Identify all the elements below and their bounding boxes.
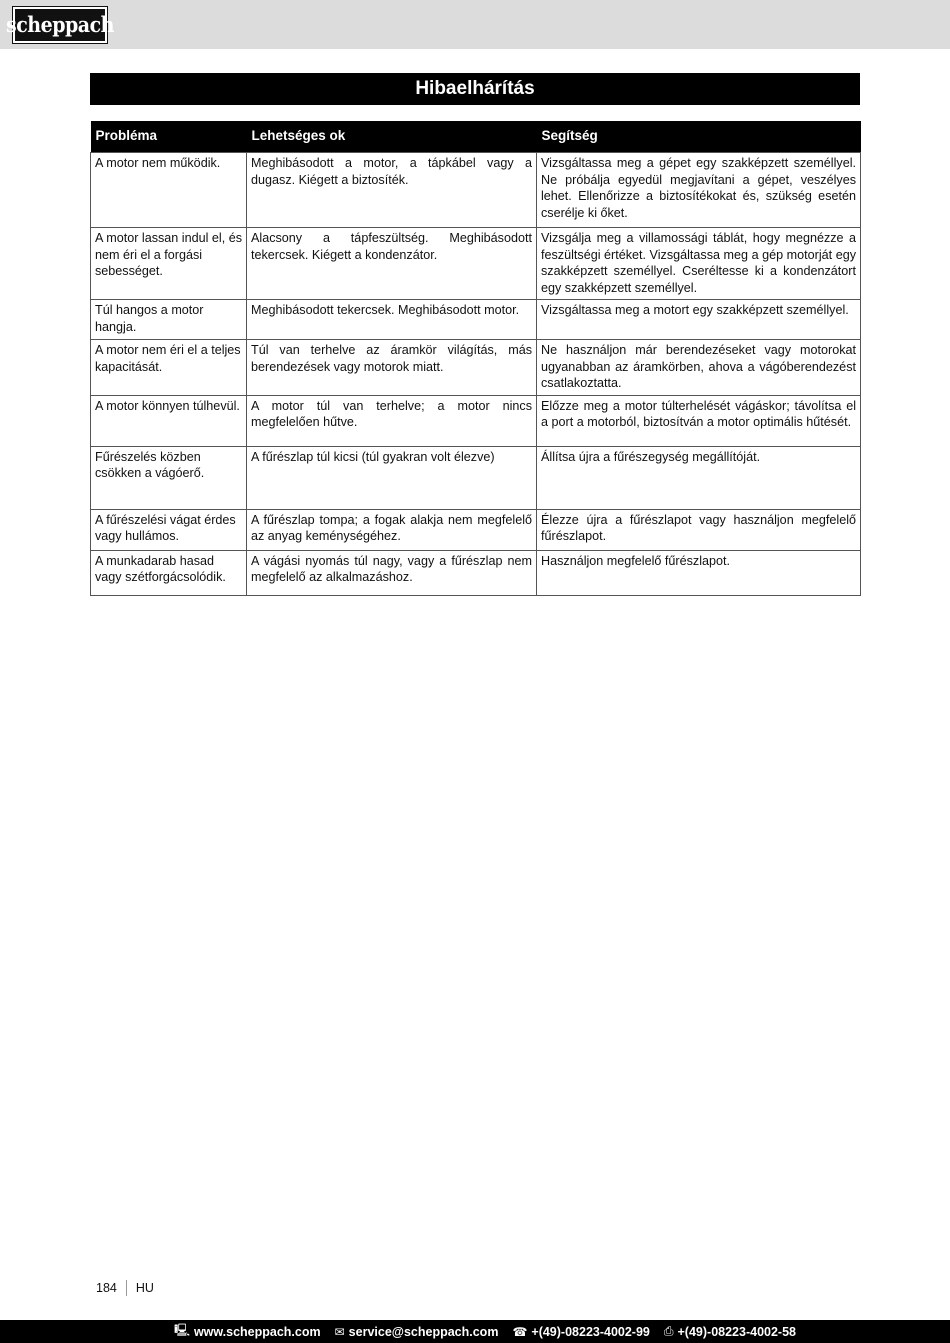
problem-cell: A motor lassan indul el, és nem éri el a forgási sebességet. — [91, 228, 247, 300]
help-cell: Használjon megfelelő fűrészlapot. — [537, 550, 861, 595]
page-footer — [96, 1280, 154, 1296]
table-row — [91, 395, 861, 446]
table-row — [91, 228, 861, 300]
problem-cell: Túl hangos a motor hangja. — [91, 300, 247, 340]
help-cell: Vizsgáltassa meg a motort egy szakképzett személlyel. — [537, 300, 861, 340]
cause-cell: Meghibásodott tekercsek. Meghibásodott motor. — [247, 300, 537, 340]
cause-cell: Meghibásodott a motor, a tápkábel vagy a dugasz. Kiégett a biztosíték. — [247, 153, 537, 228]
website-item[interactable] — [174, 1321, 321, 1342]
fax-icon: ⎙ — [663, 1324, 674, 1338]
help-cell: Ne használjon már berendezéseket vagy motorokat ugyanabban az áramkörben, ahova a vágóberendezést csatlakoztatta. — [537, 340, 861, 396]
help-cell: Állítsa újra a fűrészegység megállítóját. — [537, 446, 861, 509]
table-row — [91, 153, 861, 228]
cause-cell: A motor túl van terhelve; a motor nincs megfelelően hűtve. — [247, 395, 537, 446]
cause-cell: A vágási nyomás túl nagy, vagy a fűrészlap nem megfelelő az alkalmazáshoz. — [247, 550, 537, 595]
section-title-bar — [90, 73, 860, 105]
cause-cell: Túl van terhelve az áramkör világítás, más berendezések vagy motorok miatt. — [247, 340, 537, 396]
table-row — [91, 446, 861, 509]
problem-cell: A motor könnyen túlhevül. — [91, 395, 247, 446]
problem-cell: A munkadarab hasad vagy szétforgácsolódik. — [91, 550, 247, 595]
page-number: 184 — [96, 1281, 117, 1295]
header-bar — [0, 0, 950, 49]
contact-bar — [0, 1320, 950, 1343]
problem-cell: Fűrészelés közben csökken a vágóerő. — [91, 446, 247, 509]
envelope-icon: ✉ — [334, 1324, 345, 1339]
problem-cell: A fűrészelési vágat érdes vagy hullámos. — [91, 509, 247, 550]
troubleshooting-table — [90, 121, 861, 596]
brand-logo — [6, 7, 114, 43]
footer-divider — [126, 1280, 127, 1296]
cause-cell: A fűrészlap túl kicsi (túl gyakran volt élezve) — [247, 446, 537, 509]
language-code: HU — [135, 1281, 154, 1295]
column-header-cause: Lehetséges ok — [247, 121, 537, 153]
cause-cell: A fűrészlap tompa; a fogak alakja nem megfelelő az anyag keménységéhez. — [247, 509, 537, 550]
help-cell: Vizsgáltassa meg a gépet egy szakképzett személlyel. Ne próbálja egyedül megjavítani a gépet, veszélyes lehet. Ellenőrizze a biztosítékokat és, szükség esetén cserélje ki őket. — [537, 153, 861, 228]
column-header-help: Segítség — [537, 121, 861, 153]
cause-cell: Alacsony a tápfeszültség. Meghibásodott tekercsek. Kiégett a kondenzátor. — [247, 228, 537, 300]
problem-cell: A motor nem éri el a teljes kapacitását. — [91, 340, 247, 396]
phone-number: +(49)-08223-4002-99 — [531, 1324, 650, 1339]
table-row — [91, 340, 861, 396]
email-link[interactable]: service@scheppach.com — [348, 1324, 499, 1339]
brand-logo-text: scheppach — [6, 12, 114, 38]
fax-item — [664, 1324, 796, 1339]
table-header-row — [91, 121, 861, 153]
email-item[interactable] — [335, 1325, 499, 1339]
fax-number: +(49)-08223-4002-58 — [677, 1324, 796, 1339]
table-row — [91, 550, 861, 595]
help-cell: Előzze meg a motor túlterhelését vágáskor; távolítsa el a port a motorból, biztosítván a motor optimális hűtését. — [537, 395, 861, 446]
column-header-problem: Probléma — [91, 121, 247, 153]
help-cell: Élezze újra a fűrészlapot vagy használjon megfelelő fűrészlapot. — [537, 509, 861, 550]
phone-icon: ☎ — [512, 1324, 528, 1339]
table-row — [91, 300, 861, 340]
section-title: Hibaelhárítás — [415, 78, 535, 99]
website-link[interactable]: www.scheppach.com — [193, 1324, 321, 1339]
problem-cell: A motor nem működik. — [91, 153, 247, 228]
table-row — [91, 509, 861, 550]
phone-item — [512, 1325, 649, 1339]
help-cell: Vizsgálja meg a villamossági táblát, hogy megnézze a feszültségi értéket. Vizsgáltassa meg a gép motorját egy szakképzett személlyel. Cseréltesse ki a kondenzátort egy szakképzett személlyel. — [537, 228, 861, 300]
computer-icon: 🖳︎ — [173, 1323, 190, 1337]
